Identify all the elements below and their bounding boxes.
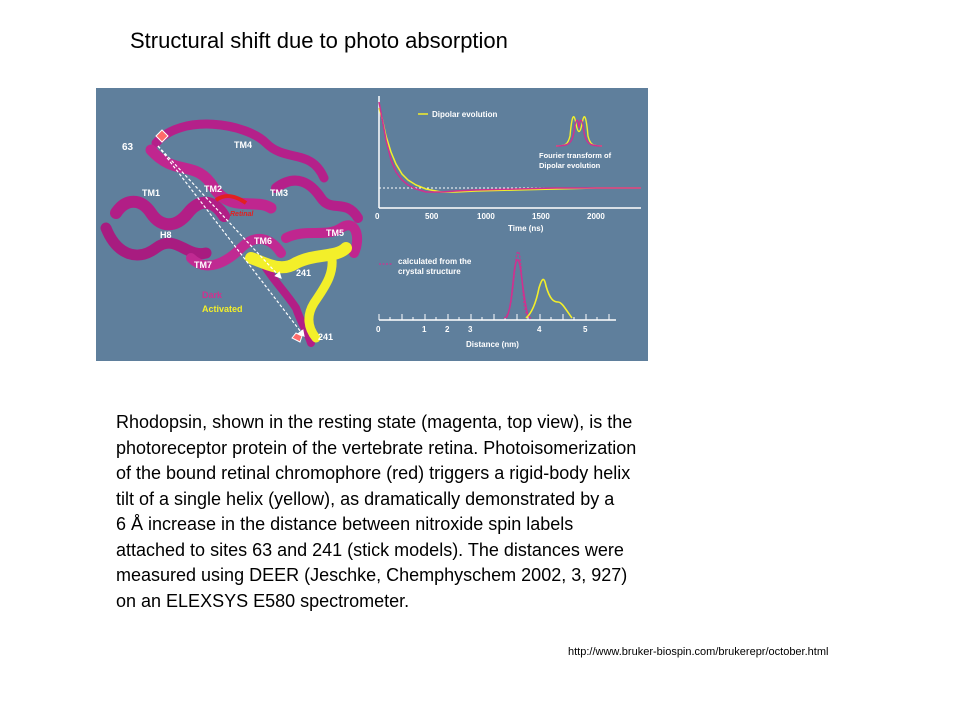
caption-line: tilt of a single helix (yellow), as dramatically demonstrated by a bbox=[116, 488, 615, 509]
legend-dark: Dark bbox=[202, 290, 223, 300]
caption-line: 6 Å increase in the distance between nitroxide spin labels bbox=[116, 514, 574, 534]
caption-line: attached to sites 63 and 241 (stick models). The distances were bbox=[116, 539, 624, 560]
calculated-legend-2: crystal structure bbox=[398, 267, 461, 276]
source-url: http://www.bruker-biospin.com/brukerepr/october.html bbox=[568, 646, 829, 658]
bottom-x-tick-1: 1 bbox=[422, 325, 427, 334]
caption-line: of the bound retinal chromophore (red) triggers a rigid-body helix bbox=[116, 463, 631, 483]
site-241-dark-label: 241 bbox=[296, 268, 312, 278]
tm3-label: TM3 bbox=[270, 188, 288, 198]
h8-label: H8 bbox=[160, 230, 172, 240]
caption-line: photoreceptor protein of the vertebrate retina. Photoisomerization bbox=[116, 437, 637, 458]
tm4-label: TM4 bbox=[234, 140, 252, 150]
tm6-label: TM6 bbox=[254, 236, 272, 246]
tm2-label: TM2 bbox=[204, 184, 222, 194]
bottom-x-tick-5: 5 bbox=[583, 325, 588, 334]
site-63-label: 63 bbox=[122, 142, 134, 153]
retinal-label: Retinal bbox=[230, 211, 254, 218]
slide-title: Structural shift due to photo absorption bbox=[130, 28, 508, 53]
calculated-legend-1: calculated from the bbox=[398, 257, 472, 266]
top-x-tick-2000: 2000 bbox=[587, 212, 605, 221]
caption-line: on an ELEXSYS E580 spectrometer. bbox=[116, 590, 410, 611]
bottom-x-tick-3: 3 bbox=[468, 325, 473, 334]
bottom-x-tick-4: 4 bbox=[537, 325, 542, 334]
top-x-tick-1000: 1000 bbox=[477, 212, 495, 221]
figure-caption bbox=[116, 410, 736, 614]
caption-line: Rhodopsin, shown in the resting state (magenta, top view), is the bbox=[116, 412, 633, 432]
caption-line: measured using DEER (Jeschke, Chemphyschem 2002, 3, 927) bbox=[116, 565, 628, 585]
top-x-tick-1500: 1500 bbox=[532, 212, 550, 221]
top-x-tick-500: 500 bbox=[425, 212, 439, 221]
site-241-active-label: 241 bbox=[318, 332, 334, 342]
fourier-inset-label-1: Fourier transform of bbox=[539, 151, 612, 160]
top-x-axis-label: Time (ns) bbox=[508, 224, 544, 233]
fourier-inset-label-2: Dipolar evolution bbox=[539, 161, 601, 170]
rhodopsin-deer-figure bbox=[96, 88, 648, 361]
figure-graphic bbox=[96, 88, 648, 361]
tm5-label: TM5 bbox=[326, 228, 344, 238]
bottom-x-tick-2: 2 bbox=[445, 325, 450, 334]
tm1-label: TM1 bbox=[142, 188, 160, 198]
tm7-label: TM7 bbox=[194, 260, 212, 270]
bottom-x-axis-label: Distance (nm) bbox=[466, 340, 519, 349]
dipolar-legend: Dipolar evolution bbox=[432, 110, 498, 119]
bottom-x-tick-0: 0 bbox=[376, 325, 381, 334]
top-x-tick-0: 0 bbox=[375, 212, 380, 221]
legend-activated: Activated bbox=[202, 304, 243, 314]
